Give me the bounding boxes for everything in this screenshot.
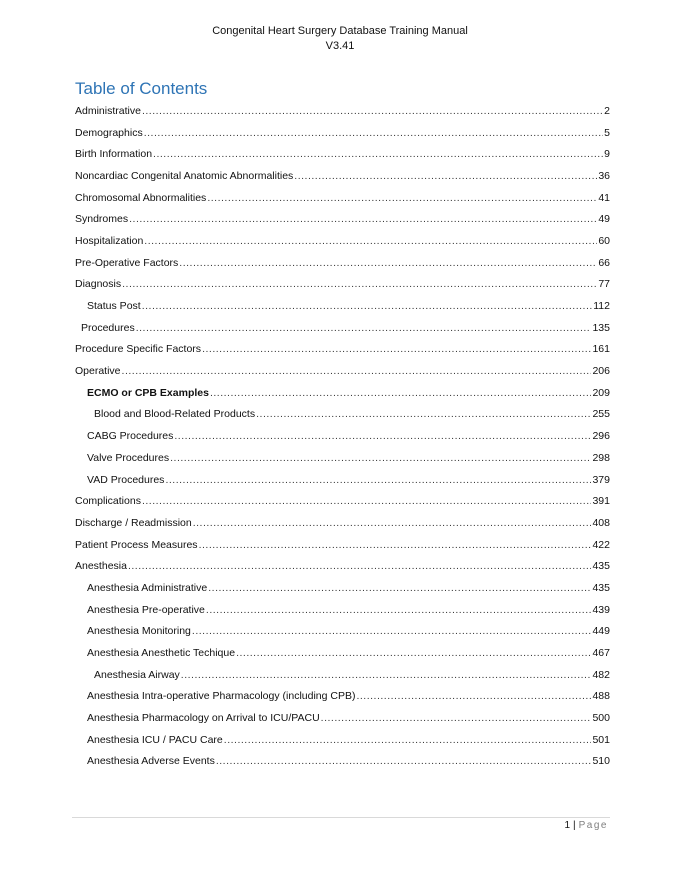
dot-leader xyxy=(321,712,592,724)
toc-entry-label: CABG Procedures xyxy=(87,430,174,443)
toc-entry-page: 255 xyxy=(592,408,610,421)
dot-leader xyxy=(174,430,591,442)
toc-entry-label: Anesthesia ICU / PACU Care xyxy=(87,733,223,746)
toc-entry-label: Anesthesia Airway xyxy=(94,668,180,681)
toc-entry-label: Procedure Specific Factors xyxy=(75,343,202,356)
toc-entry-label: ECMO or CPB Examples xyxy=(87,386,209,399)
toc-entry-page: 298 xyxy=(592,451,610,464)
footer-separator: | xyxy=(573,820,576,831)
toc-entry[interactable] xyxy=(75,360,610,382)
toc-entry[interactable] xyxy=(75,599,610,621)
toc-entry[interactable] xyxy=(75,187,610,209)
toc-entry-page: 449 xyxy=(592,625,610,638)
dot-leader xyxy=(216,755,592,767)
toc-entry-label: Diagnosis xyxy=(75,278,122,291)
dot-leader xyxy=(199,539,592,551)
toc-entry-label: Patient Process Measures xyxy=(75,538,198,551)
toc-entry-page: 41 xyxy=(598,191,610,204)
toc-entry-label: Anesthesia Administrative xyxy=(87,581,208,594)
dot-leader xyxy=(179,257,597,269)
toc-entry[interactable] xyxy=(75,208,610,230)
dot-leader xyxy=(206,604,592,616)
toc-entry[interactable] xyxy=(75,490,610,512)
dot-leader xyxy=(136,322,592,334)
header-version: V3.41 xyxy=(325,40,355,52)
dot-leader xyxy=(210,387,592,399)
toc-entry[interactable] xyxy=(75,339,610,361)
toc-entry[interactable] xyxy=(75,122,610,144)
toc-entry-label: Anesthesia Pre-operative xyxy=(87,603,205,616)
dot-leader xyxy=(236,647,591,659)
toc-entry[interactable] xyxy=(75,621,610,643)
toc-entry-page: 135 xyxy=(592,321,610,334)
toc-entry[interactable] xyxy=(75,577,610,599)
toc-entry-page: 36 xyxy=(598,169,610,182)
toc-entry[interactable] xyxy=(75,751,610,773)
toc-entry-page: 112 xyxy=(593,300,610,313)
toc-entry[interactable] xyxy=(75,469,610,491)
toc-entry-page: 379 xyxy=(592,473,610,486)
toc-entry-page: 206 xyxy=(592,365,610,378)
toc-entry[interactable] xyxy=(75,447,610,469)
toc-entry-page: 488 xyxy=(592,690,610,703)
toc-entry-page: 501 xyxy=(592,733,610,746)
toc-entry-label: Syndromes xyxy=(75,213,129,226)
dot-leader xyxy=(128,560,592,572)
toc-entry-page: 296 xyxy=(592,430,610,443)
dot-leader xyxy=(256,408,591,420)
footer-divider xyxy=(72,817,610,818)
page-header xyxy=(0,24,680,54)
toc-entry-page: 422 xyxy=(592,538,610,551)
dot-leader xyxy=(142,495,592,507)
toc-entry[interactable] xyxy=(75,295,610,317)
toc-entry-label: Anesthesia Adverse Events xyxy=(87,755,215,768)
header-title: Congenital Heart Surgery Database Training Manual xyxy=(212,25,468,37)
toc-entry-label: Administrative xyxy=(75,104,141,117)
toc-entry-page: 391 xyxy=(592,495,610,508)
toc-entry-page: 2 xyxy=(604,104,610,117)
dot-leader xyxy=(294,170,597,182)
toc-entry-page: 439 xyxy=(592,603,610,616)
toc-entry[interactable] xyxy=(75,382,610,404)
toc-entry-label: Demographics xyxy=(75,126,143,139)
toc-entry-label: Complications xyxy=(75,495,141,508)
dot-leader xyxy=(153,148,603,160)
toc-entry-page: 500 xyxy=(592,712,610,725)
toc-entry-page: 161 xyxy=(592,343,610,356)
dot-leader xyxy=(170,452,591,464)
dot-leader xyxy=(224,734,592,746)
toc-entry-label: Valve Procedures xyxy=(87,451,170,464)
toc-title: Table of Contents xyxy=(75,79,208,98)
dot-leader xyxy=(142,105,603,117)
toc-entry-label: VAD Procedures xyxy=(87,473,165,486)
toc-entry-label: Anesthesia Pharmacology on Arrival to ICU/PACU xyxy=(87,712,320,725)
toc-entry-page: 510 xyxy=(592,755,610,768)
toc-entry[interactable] xyxy=(75,729,610,751)
toc-entry[interactable] xyxy=(75,404,610,426)
toc-entry[interactable] xyxy=(75,664,610,686)
toc-entry-label: Anesthesia xyxy=(75,560,127,573)
toc-entry-page: 435 xyxy=(592,581,610,594)
dot-leader xyxy=(122,365,592,377)
toc-entry-page: 77 xyxy=(598,278,610,291)
toc-entry[interactable] xyxy=(75,642,610,664)
toc-entry-label: Anesthesia Monitoring xyxy=(87,625,191,638)
toc-entry-page: 5 xyxy=(604,126,610,139)
page-label: Page xyxy=(578,820,608,831)
toc-entry[interactable] xyxy=(75,707,610,729)
toc-entry-label: Blood and Blood-Related Products xyxy=(94,408,256,421)
toc-entry-label: Noncardiac Congenital Anatomic Abnormalities xyxy=(75,169,294,182)
toc-entry-label: Operative xyxy=(75,365,121,378)
dot-leader xyxy=(192,625,592,637)
toc-entry[interactable] xyxy=(75,100,610,122)
toc-entry-page: 482 xyxy=(592,668,610,681)
toc-entry[interactable] xyxy=(75,686,610,708)
toc-entry-label: Birth Information xyxy=(75,148,153,161)
dot-leader xyxy=(181,669,592,681)
toc-entry-label: Chromosomal Abnormalities xyxy=(75,191,207,204)
toc-entry[interactable] xyxy=(75,274,610,296)
dot-leader xyxy=(193,517,592,529)
toc-entry[interactable] xyxy=(75,230,610,252)
toc-entry-label: Hospitalization xyxy=(75,234,144,247)
dot-leader xyxy=(122,278,597,290)
dot-leader xyxy=(129,213,597,225)
toc-entry-page: 66 xyxy=(598,256,610,269)
dot-leader xyxy=(356,690,591,702)
page-footer xyxy=(564,820,608,831)
toc-entry[interactable] xyxy=(75,252,610,274)
toc-entry-label: Status Post xyxy=(87,300,141,313)
toc-entry[interactable] xyxy=(75,317,610,339)
dot-leader xyxy=(165,474,591,486)
toc-entry-label: Procedures xyxy=(81,321,135,334)
toc-entry-page: 60 xyxy=(598,234,610,247)
dot-leader xyxy=(142,300,593,312)
dot-leader xyxy=(202,343,591,355)
toc-entry-page: 408 xyxy=(592,516,610,529)
toc-entry-page: 209 xyxy=(592,386,610,399)
toc-entry[interactable] xyxy=(75,555,610,577)
toc-entry[interactable] xyxy=(75,425,610,447)
toc-entry-label: Anesthesia Anesthetic Techique xyxy=(87,647,236,660)
toc-entry[interactable] xyxy=(75,512,610,534)
toc-entry[interactable] xyxy=(75,534,610,556)
toc-entry[interactable] xyxy=(75,165,610,187)
toc-entry-label: Discharge / Readmission xyxy=(75,516,192,529)
page-number: 1 xyxy=(564,820,571,831)
toc-entry-page: 49 xyxy=(598,213,610,226)
dot-leader xyxy=(207,192,597,204)
toc-entry-label: Anesthesia Intra-operative Pharmacology (including CPB) xyxy=(87,690,356,703)
toc-entry-page: 467 xyxy=(592,647,610,660)
dot-leader xyxy=(144,127,603,139)
toc-entry-page: 9 xyxy=(604,148,610,161)
toc-entry-page: 435 xyxy=(592,560,610,573)
dot-leader xyxy=(208,582,591,594)
dot-leader xyxy=(144,235,597,247)
toc-entry-label: Pre-Operative Factors xyxy=(75,256,179,269)
table-of-contents xyxy=(75,100,610,772)
toc-entry[interactable] xyxy=(75,143,610,165)
